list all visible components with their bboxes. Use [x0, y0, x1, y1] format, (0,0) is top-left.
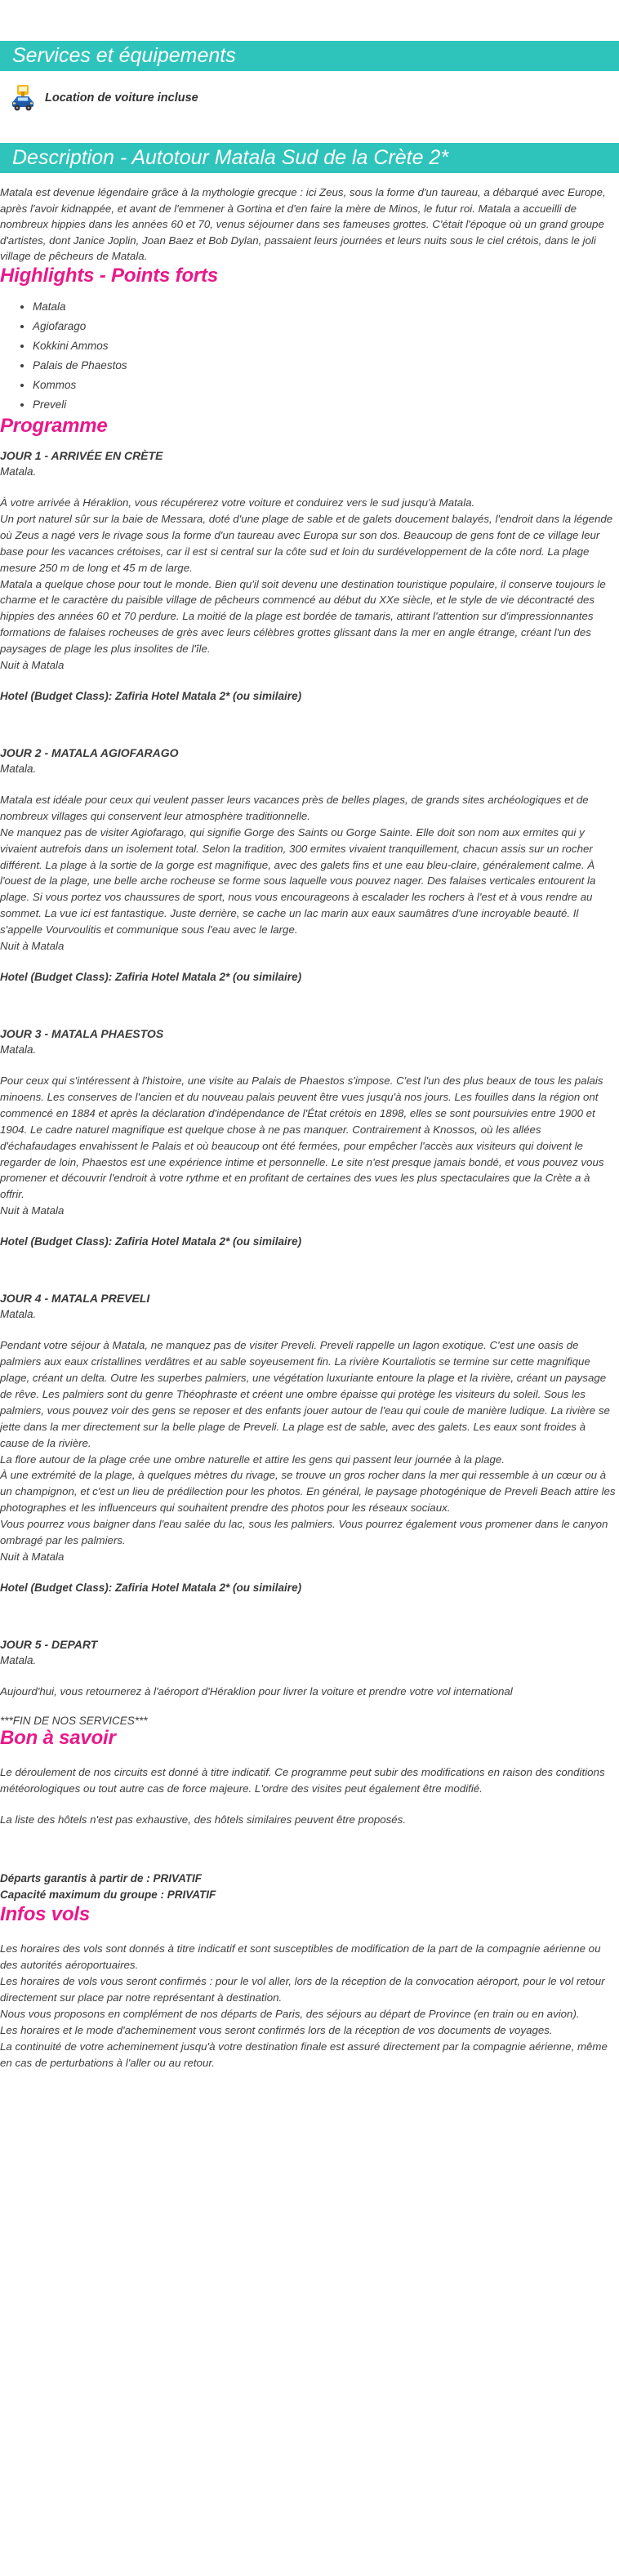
- day-4: [0, 1290, 619, 1594]
- day-paragraph: Matala est idéale pour ceux qui veulent passer leurs vacances près de belles plages, de grands sites archéologiques et de nombreux villages qui conservent leur atmosphère traditionnelle.: [0, 793, 589, 822]
- group-capacity: Capacité maximum du groupe : PRIVATIF: [0, 1888, 216, 1901]
- infos-paragraph: Les horaires et le mode d'acheminement vous seront confirmés lors de la réception de vos documents de voyages.: [0, 2023, 553, 2036]
- day-title: JOUR 5 - DEPART: [0, 1637, 98, 1651]
- day-5: [0, 1636, 619, 1700]
- day-body: [0, 1337, 619, 1565]
- infos-vols-heading: Infos vols: [0, 1902, 91, 1925]
- service-label: Location de voiture incluse: [45, 91, 198, 105]
- list-item: • Preveli: [33, 395, 619, 415]
- day-place: Matala.: [0, 1653, 37, 1666]
- list-item: • Kokkini Ammos: [33, 336, 619, 356]
- infos-paragraph: Les horaires des vols sont donnés à titre indicatif et sont susceptibles de modification de la part de la compagnie aérienne ou des autorités aéroportuaires.: [0, 1942, 601, 1971]
- day-paragraph: Nuit à Matala: [0, 940, 65, 953]
- infos-paragraph: La continuité de votre acheminement jusqu'à votre destination finale est assuré directement par la compagnie aérienne, même en cas de perturbations à l'aller ou au retour.: [0, 2040, 608, 2069]
- day-3: [0, 1026, 619, 1248]
- day-title: JOUR 3 - MATALA PHAESTOS: [0, 1027, 164, 1040]
- infos-paragraph: Les horaires de vols vous seront confirmés : pour le vol aller, lors de la réception de la convocation aéroport, pour le vol retour directement sur place par notre représentant à destination.: [0, 1974, 605, 2004]
- day-title: JOUR 1 - ARRIVÉE EN CRÈTE: [0, 448, 163, 462]
- list-item: • Kommos: [33, 376, 619, 395]
- day-paragraph: Nuit à Matala: [0, 1550, 65, 1563]
- day-place: Matala.: [0, 1308, 37, 1321]
- day-body: [0, 1684, 619, 1700]
- service-item-car-rental: [11, 82, 619, 113]
- day-paragraph: Matala a quelque chose pour tout le monde. Bien qu'il soit devenu une destination touristique populaire, il conserve toujours le charme et le caractère du paisible village de pêcheurs commencé au début du XXe siècle, et le style de vie décontracté des hippies des années 60 et 70 perdure. La moitié de la plage est bordée de tamaris, attirant l'attention sur d'impressionnantes formations de falaises rocheuses de grès avec leurs célèbres grottes glissant dans la mer en angle étrange, créant l'un des paysages de plage les plus insolites de l'île.: [0, 577, 606, 656]
- day-body: [0, 495, 619, 674]
- description-text: Matala est devenue légendaire grâce à la mythologie grecque : ici Zeus, sous la forme d'un taureau, a débarqué avec Europe, après l'avoir kidnappée, et avant de l'emmener à Gortina et d'en faire la mère de Minos, le futur roi. Matala a accueilli de nombreux hippies dans les années 60 et 70, venus séjourner dans ses fameuses grottes. C'était l'époque où un grand groupe d'artistes, dont Janice Joplin, Joan Baez et Bob Dylan, passaient leurs journées et leurs nuits sous le ciel crétois, dans le joli village de pêcheurs de Matala.: [0, 186, 606, 263]
- highlights-heading: Highlights - Points forts: [0, 264, 218, 287]
- day-2: [0, 745, 619, 983]
- day-paragraph: Ne manquez pas de visiter Agiofarago, qui signifie Gorge des Saints ou Gorge Sainte. Elle doit son nom aux ermites qui y vivaient autrefois dans un isolement total. Selon la tradition, 300 ermites vivaient tranquillement, chacun assis sur un rocher différent. La plage à la sortie de la gorge est magnifique, avec des galets fins et une eau bleu-claire, généralement calme. À l'ouest de la plage, une belle arche rocheuse se forme sous laquelle vous pouvez nager. Des falaises verticales entourent la plage. Si vous portez vos chaussures de sport, nous vous encourageons à escalader les rochers à l'est et à vous rendre au sommet. La vue ici est fantastique. Juste derrière, se cache un lac marin aux eaux saumâtres d'une incroyable beauté. Il s'appelle Vourvoulitis et communique sous l'eau avec le large.: [0, 825, 596, 937]
- day-place: Matala.: [0, 1043, 37, 1056]
- day-body: [0, 792, 619, 954]
- day-paragraph: Pendant votre séjour à Matala, ne manquez pas de visiter Preveli. Preveli rappelle un lagon exotique. C'est une oasis de palmiers aux eaux cristallines verdâtres et au sable soyeusement fin. La rivière Kourtaliotis se termine sur cette magnifique plage, créant un delta. Outre les superbes palmiers, une végétation luxuriante entoure la plage et la rivière, créant un paysage de rêve. Les palmiers sont du genre Théophraste et créent une ombre épaisse qui protège les visiteurs du soleil. Sous les palmiers, vous pouvez voir des gens se reposer et des enfants jouer autour de l'eau qui coule de manière ludique. La rivière se jette dans la mer directement sur la belle plage de Preveli. La plage est de sable, avec des galets. Les eaux sont froides à cause de la rivière.: [0, 1339, 610, 1449]
- day-hotel: Hotel (Budget Class): Zafiria Hotel Matala 2* (ou similaire): [0, 1581, 302, 1594]
- day-title: JOUR 4 - MATALA PREVELI: [0, 1292, 150, 1306]
- programme-end-note: ***FIN DE NOS SERVICES***: [0, 1714, 148, 1727]
- list-item: • Matala: [33, 297, 619, 317]
- services-heading: Services et équipements: [0, 41, 619, 71]
- day-paragraph: Pour ceux qui s'intéressent à l'histoire, une visite au Palais de Phaestos s'impose. C'est l'un des plus beaux de tous les palais minoens. Les conserves de l'ancien et du nouveau palais peuvent être vues jusqu'à nos jours. Les fouilles dans la région ont commencé en 1884 et après la déclaration d'indépendance de l'État crétois en 1898, elles se sont poursuivies entre 1900 et 1904. Le cadre naturel magnifique est quelque chose à ne pas manquer. Contrairement à Knossos, où les allées d'échafaudages envahissent le Palais et où beaucoup ont été fermées, pour empêcher l'accès aux visiteurs qui doivent le regarder de loin, Phaestos est une expérience intime et personnelle. Le site n'est presque jamais bondé, et vous pouvez vous promener et découvrir l'endroit à votre rythme et en profitant de certaines des vues les plus spectaculaires que la Crète a à offrir.: [0, 1074, 604, 1201]
- day-hotel: Hotel (Budget Class): Zafiria Hotel Matala 2* (ou similaire): [0, 971, 302, 983]
- infos-paragraph: Nous vous proposons en complément de nos départs de Paris, des séjours au départ de Province (en train ou en avion).: [0, 2007, 580, 2020]
- infos-vols-text: [0, 1941, 619, 2071]
- day-hotel: Hotel (Budget Class): Zafiria Hotel Matala 2* (ou similaire): [0, 1235, 302, 1248]
- day-place: Matala.: [0, 762, 37, 775]
- departures-guaranteed: Départs garantis à partir de : PRIVATIF: [0, 1871, 203, 1884]
- list-item: • Agiofarago: [33, 317, 619, 336]
- day-paragraph: À une extrémité de la plage, à quelques mètres du rivage, se trouve un gros rocher dans la mer qui ressemble à un cœur ou à un champignon, et c'est un lieu de prédilection pour les photos. En général, le paysage photogénique de Preveli Beach attire les photographes et les influenceurs qui souhaitent prendre des photos pour les réseaux sociaux.: [0, 1469, 616, 1515]
- day-paragraph: Vous pourrez vous baigner dans l'eau salée du lac, sous les palmiers. Vous pourrez également vous promener dans le canyon ombragé par les palmiers.: [0, 1518, 608, 1547]
- day-body: [0, 1073, 619, 1219]
- bon-a-savoir-text: Le déroulement de nos circuits est donné à titre indicatif. Ce programme peut subir des modifications en raison des conditions météorologiques ou tout autre cas de force majeure. L'ordre des visites peut également être modifié.: [0, 1765, 605, 1795]
- day-paragraph: Aujourd'hui, vous retournerez à l'aéroport d'Héraklion pour livrer la voiture et prendre votre vol international: [0, 1684, 513, 1697]
- bon-a-savoir-heading: Bon à savoir: [0, 1726, 116, 1749]
- day-1: [0, 447, 619, 702]
- bon-a-savoir-hotels-note: La liste des hôtels n'est pas exhaustive, des hôtels similaires peuvent être proposés.: [0, 1813, 407, 1826]
- car-rental-icon: [11, 84, 35, 112]
- description-heading: Description - Autotour Matala Sud de la Crète 2*: [0, 143, 619, 173]
- day-hotel: Hotel (Budget Class): Zafiria Hotel Matala 2* (ou similaire): [0, 689, 302, 702]
- list-item: • Palais de Phaestos: [33, 356, 619, 376]
- day-title: JOUR 2 - MATALA AGIOFARAGO: [0, 745, 179, 759]
- day-place: Matala.: [0, 465, 37, 478]
- day-paragraph: Nuit à Matala: [0, 1204, 65, 1217]
- day-paragraph: À votre arrivée à Héraklion, vous récupérerez votre voiture et conduirez vers le sud jusqu'à Matala.: [0, 496, 475, 509]
- group-info: [0, 1871, 619, 1903]
- page: [0, 41, 619, 2071]
- programme-heading: Programme: [0, 414, 108, 437]
- highlights-list: [0, 297, 619, 415]
- day-paragraph: Nuit à Matala: [0, 659, 65, 672]
- day-paragraph: Un port naturel sûr sur la baie de Messara, doté d'une plage de sable et de galets doucement balayés, l'endroit dans la légende où Zeus a nagé vers le rivage sous la forme d'un taureau avec Europa sur son dos. Beaucoup de gens font de ce village leur base pour les vacances crétoises, car il est si central sur la côte sud et loin du surdéveloppement de la côte nord. La plage mesure 250 m de long et 45 m de large.: [0, 512, 613, 574]
- day-paragraph: La flore autour de la plage crée une ombre naturelle et attire les gens qui passent leur journée à la plage.: [0, 1453, 505, 1466]
